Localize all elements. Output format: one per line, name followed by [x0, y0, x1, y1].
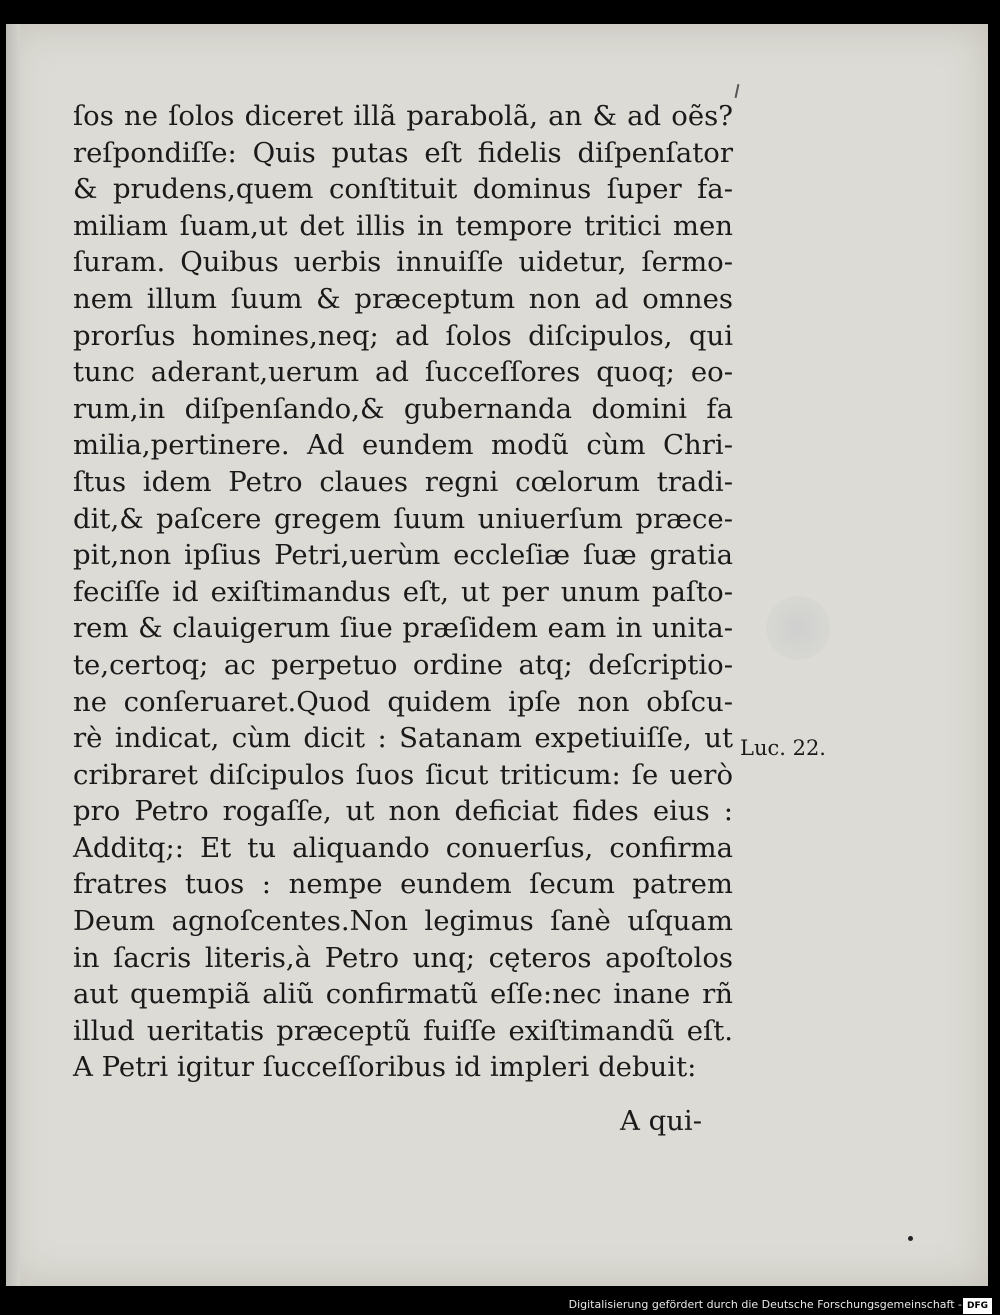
- footer-bar: [0, 1297, 1000, 1315]
- funding-credit: Digitalisierung gefördert durch die Deutsche Forschungsgemeinschaft -: [568, 1298, 962, 1311]
- text-line: in ſacris literis,à Petro unq; cęteros apoſtolos: [73, 941, 733, 974]
- text-line: ſtus idem Petro claues regni cœlorum tradi-: [73, 465, 733, 498]
- ink-dot: [908, 1236, 913, 1241]
- text-line: pro Petro rogaſſe, ut non deficiat fides eius :: [73, 795, 733, 828]
- dfg-logo: DFG: [963, 1298, 992, 1314]
- paper-stain: [766, 596, 830, 660]
- text-line: Deum agnoſcentes.Non legimus ſanè uſquam: [73, 905, 733, 938]
- text-line: rem & clauigerum ſiue præſidem eam in unita-: [73, 612, 733, 645]
- text-line: feciſſe id exiſtimandus eſt, ut per unum paſto-: [73, 575, 733, 608]
- text-line: ſos ne ſolos diceret illã parabolã, an & ad oẽs?: [73, 100, 733, 132]
- text-line: illud ueritatis præceptũ fuiſſe exiſtimandũ eſt.: [73, 1014, 733, 1047]
- marginal-note: Luc. 22.: [740, 736, 826, 760]
- text-line: rè indicat, cùm dicit : Satanam expetiuiſſe, ut: [73, 722, 733, 755]
- text-line: dit,& paſcere gregem ſuum uniuerſum præce-: [73, 502, 733, 535]
- ink-mark: [735, 84, 740, 98]
- text-line: fratres tuos : nempe eundem ſecum patrem: [73, 868, 733, 901]
- text-line: nem illum ſuum & præceptum non ad omnes: [73, 282, 733, 315]
- text-line: & prudens,quem conſtituit dominus ſuper fa-: [73, 173, 733, 206]
- text-line: milia,pertinere. Ad eundem modũ cùm Chri-: [73, 429, 733, 462]
- text-line: prorſus homines,neq; ad ſolos diſcipulos, qui: [73, 319, 733, 352]
- text-line: Additq;: Et tu aliquando conuerſus, confirma: [73, 831, 733, 864]
- text-line: ne conſeruaret.Quod quidem ipſe non obſcu-: [73, 685, 733, 718]
- page-body-text: [73, 98, 733, 1086]
- text-line: cribraret diſcipulos ſuos ſicut triticum: ſe uerò: [73, 758, 733, 791]
- page-edge: [6, 24, 20, 1286]
- text-line: aut quempiã aliũ confirmatũ eſſe:nec inane rñ: [73, 978, 733, 1011]
- text-line: pit,non ipſius Petri,uerùm eccleſiæ ſuæ gratia: [73, 539, 733, 572]
- text-line: reſpondiſſe: Quis putas eſt fidelis diſpenſator: [73, 136, 733, 169]
- text-line: tunc aderant,uerum ad ſucceſſores quoq; eo-: [73, 356, 733, 389]
- text-line: ſuram. Quibus uerbis innuiſſe uidetur, ſermo-: [73, 246, 733, 279]
- catchword: A qui-: [620, 1105, 703, 1137]
- text-line: te,certoq; ac perpetuo ordine atq; deſcriptio-: [73, 648, 733, 681]
- text-line: A Petri igitur ſucceſſoribus id impleri debuit:: [73, 1051, 697, 1084]
- text-line: rum,in diſpenſando,& gubernanda domini fa: [73, 392, 733, 425]
- text-line: miliam ſuam,ut det illis in tempore tritici men: [73, 209, 733, 242]
